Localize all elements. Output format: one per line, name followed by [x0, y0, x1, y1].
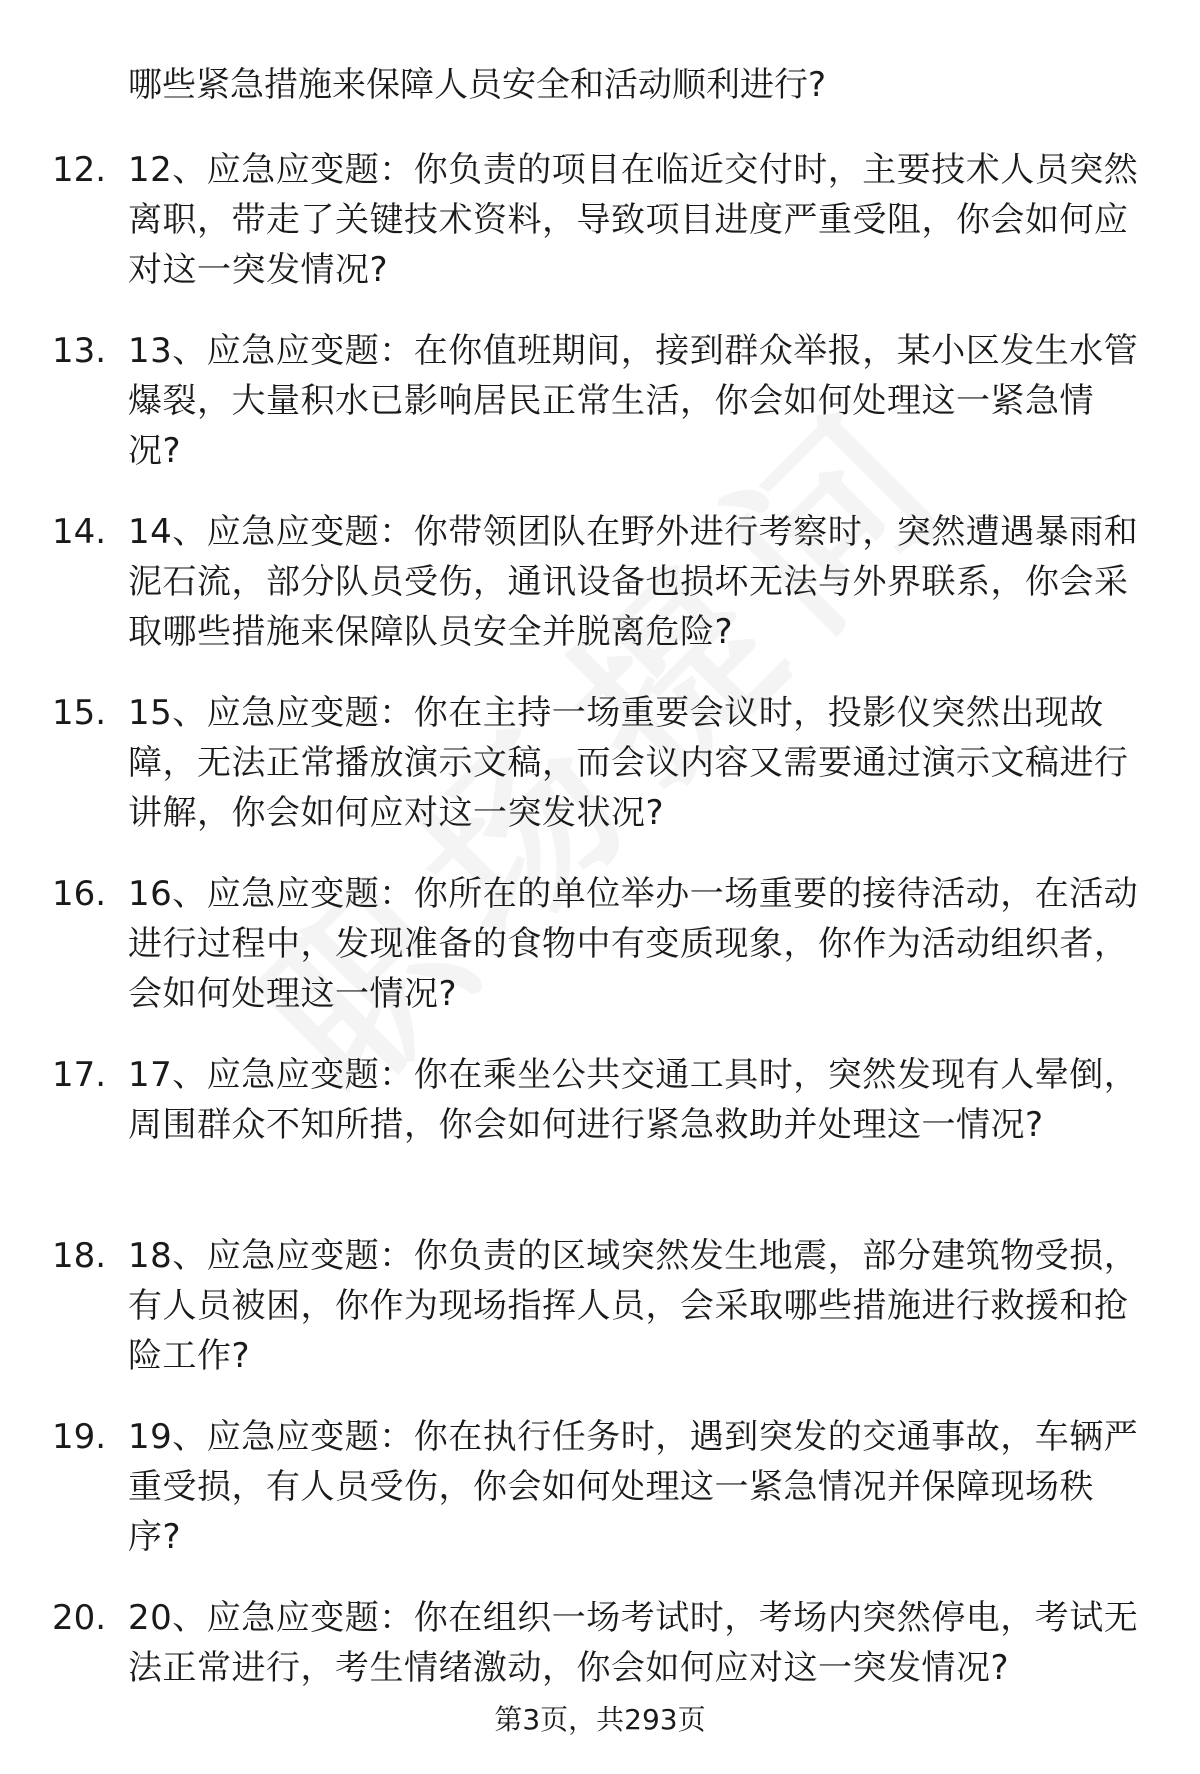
question-number: 18.	[52, 1236, 107, 1276]
list-item	[0, 507, 1200, 688]
list-item	[0, 1593, 1200, 1774]
question-text: 17、应急应变题：你在乘坐公共交通工具时，突然发现有人晕倒，周围群众不知所措，你会如何进行紧急救助并处理这一情况?	[128, 1055, 1139, 1145]
list-item	[0, 869, 1200, 1050]
question-text: 13、应急应变题：在你值班期间，接到群众举报，某小区发生水管爆裂，大量积水已影响居民正常生活，你会如何处理这一紧急情况?	[128, 331, 1139, 471]
question-number: 15.	[52, 693, 107, 733]
list-item	[0, 1412, 1200, 1593]
page-footer: 第3页，共293页	[494, 1703, 706, 1736]
question-text: 20、应急应变题：你在组织一场考试时，考场内突然停电，考试无法正常进行，考生情绪激动，你会如何应对这一突发情况?	[128, 1598, 1139, 1688]
question-number: 19.	[52, 1417, 107, 1457]
question-text: 14、应急应变题：你带领团队在野外进行考察时，突然遭遇暴雨和泥石流，部分队员受伤，通讯设备也损坏无法与外界联系，你会采取哪些措施来保障队员安全并脱离危险?	[128, 512, 1139, 652]
question-number: 20.	[52, 1598, 107, 1638]
question-text: 18、应急应变题：你负责的区域突然发生地震，部分建筑物受损，有人员被困，你作为现场指挥人员，会采取哪些措施进行救援和抢险工作?	[128, 1236, 1139, 1376]
question-text: 16、应急应变题：你所在的单位举办一场重要的接待活动，在活动进行过程中，发现准备的食物中有变质现象，你作为活动组织者，会如何处理这一情况?	[128, 874, 1139, 1014]
list-item	[0, 145, 1200, 326]
question-number: 13.	[52, 331, 107, 371]
question-number: 16.	[52, 874, 107, 914]
question-number: 14.	[52, 512, 107, 552]
question-text: 19、应急应变题：你在执行任务时，遇到突发的交通事故，车辆严重受损，有人员受伤，你会如何处理这一紧急情况并保障现场秩序?	[128, 1417, 1139, 1557]
question-text: 12、应急应变题：你负责的项目在临近交付时，主要技术人员突然离职，带走了关键技术资料，导致项目进度严重受阻，你会如何应对这一突发情况?	[128, 150, 1139, 290]
question-text: 15、应急应变题：你在主持一场重要会议时，投影仪突然出现故障，无法正常播放演示文稿，而会议内容又需要通过演示文稿进行讲解，你会如何应对这一突发状况?	[128, 693, 1129, 833]
question-number: 12.	[52, 150, 107, 190]
list-item	[0, 326, 1200, 507]
question-number: 17.	[52, 1055, 107, 1095]
question-list	[0, 145, 1200, 1774]
list-item	[0, 688, 1200, 869]
continuation-text: 哪些紧急措施来保障人员安全和活动顺利进行?	[128, 65, 827, 105]
list-item	[0, 1050, 1200, 1231]
list-item	[0, 1231, 1200, 1412]
